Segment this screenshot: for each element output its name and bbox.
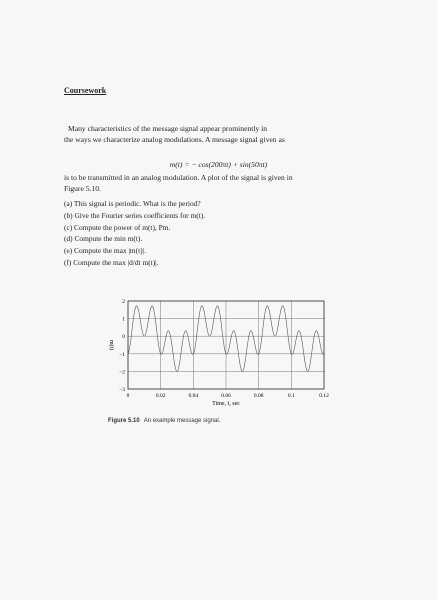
intro-paragraph [64,123,364,145]
y-tick-label: 1 [122,316,125,323]
signal-chart-svg [100,295,340,415]
y-tick-label: −3 [119,387,125,393]
question-item: (e) Compute the max |m(t)|. [64,246,146,256]
question-item: (c) Compute the power of m(t), Pm. [64,222,171,232]
question-item: (d) Compute the min m(t). [64,234,143,244]
x-tick-label: 0.02 [155,393,166,399]
figure-caption-text: An example message signal. [143,418,221,424]
x-axis-label: Time, t, sec [212,401,240,407]
x-tick-label: 0 [126,393,130,399]
question-item: (b) Give the Fourier series coefficients for m(t). [64,210,206,220]
equation: m(t) = − cos(200πt) + sin(50πt) [169,160,268,169]
signal-chart [100,295,340,430]
y-tick-label: 2 [122,299,125,305]
chart-grid [128,301,324,389]
x-tick-labels [127,393,329,399]
question-list [64,198,364,269]
intro-line-1: Many characteristics of the message signal appear prominently in [68,124,268,133]
x-tick-label: 0.12 [319,393,329,399]
followup-line-1: is to be transmitted in an analog modulation. A plot of the signal is given in [64,173,293,182]
x-tick-label: 0.04 [188,393,199,399]
followup-paragraph [64,172,364,194]
intro-line-2: the ways we characterize analog modulations. A message signal given as [64,135,285,144]
figure-label: Figure 5.10 [108,418,140,424]
x-tick-label: 0.08 [253,393,264,399]
y-tick-label: −2 [119,369,125,376]
figure-caption [108,418,220,424]
followup-line-2: Figure 5.10. [64,184,101,193]
y-axis-label: m(t) [108,339,114,351]
x-tick-label: 0.06 [221,393,231,399]
heading: Coursework [64,86,107,95]
x-tick-label: 0.1 [287,393,295,399]
y-tick-label: −1 [119,351,125,358]
y-tick-label: 0 [122,334,125,341]
y-tick-labels [119,299,125,393]
question-item: (f) Compute the max |d/dt m(t)|. [64,257,159,267]
question-item: (a) This signal is periodic. What is the period? [64,199,201,208]
